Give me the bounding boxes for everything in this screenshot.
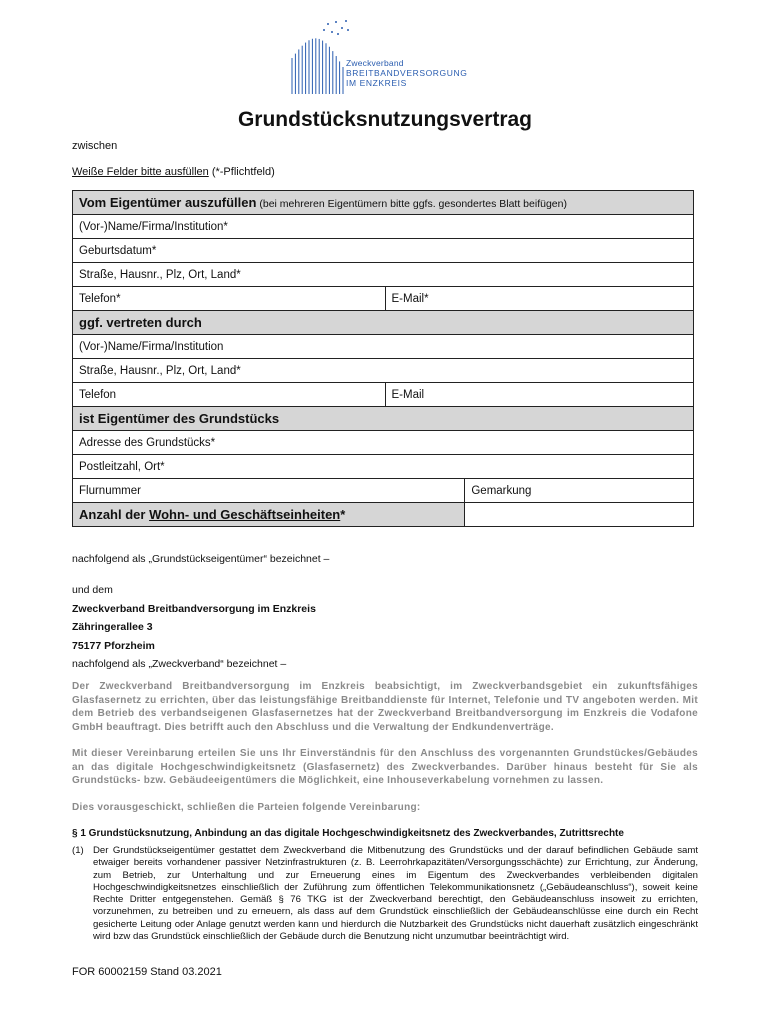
- owner-address-field[interactable]: Straße, Hausnr., Plz, Ort, Land*: [73, 263, 694, 287]
- logo-sparkle-dot: [331, 31, 333, 33]
- owner-birthdate-field[interactable]: Geburtsdatum*: [73, 239, 694, 263]
- fill-instructions-rest: (*-Pflichtfeld): [208, 166, 275, 178]
- preamble-paragraph-1: Der Zweckverband Breitbandversorgung im Enzkreis beabsichtigt, im Zweckverbandsgebiet ein zukunftsfähiges Glasfasernetz zu errichten, über das leistungsfähige Breitbanddienste für Internet, Telefonie und TV angeboten werden. Mit dem Betrieb des verbandseigenen Glasfasernetzes hat der Zweckverband Breitbandversorgung im Enzkreis die Vodafone GmbH beauftragt. Dies betrifft auch den Abschluss und die Verwaltung der Endkundenverträge.: [72, 681, 698, 733]
- owner-name-field[interactable]: (Vor-)Name/Firma/Institution*: [73, 215, 694, 239]
- logo-line-3: IM ENZKREIS: [346, 78, 407, 88]
- logo-line-2: BREITBANDVERSORGUNG: [346, 68, 468, 78]
- representative-section-header: ggf. vertreten durch: [73, 311, 694, 335]
- logo-text: [346, 58, 467, 88]
- units-suffix: *: [340, 507, 346, 522]
- section-1-heading: § 1 Grundstücksnutzung, Anbindung an das digitale Hochgeschwindigkeitsnetz des Zweckverbandes, Zutrittsrechte: [72, 828, 624, 839]
- district-field[interactable]: Gemarkung: [465, 479, 694, 503]
- property-address-field[interactable]: Adresse des Grundstücks*: [73, 431, 694, 455]
- section-1-paragraph-1: [72, 845, 698, 943]
- owner-email-field[interactable]: E-Mail*: [385, 287, 693, 311]
- owner-section-title: Vom Eigentümer auszufüllen: [79, 195, 257, 210]
- logo-sparkle-dot: [327, 23, 329, 25]
- owner-section-note: (bei mehreren Eigentümern bitte ggfs. gesondertes Blatt beifügen): [256, 198, 567, 210]
- rep-email-field[interactable]: E-Mail: [385, 383, 693, 407]
- parcel-number-field[interactable]: Flurnummer: [73, 479, 465, 503]
- logo-sparkle-dot: [335, 21, 337, 23]
- org-city: 75177 Pforzheim: [72, 640, 155, 652]
- units-prefix: Anzahl der: [79, 507, 150, 522]
- rep-phone-field[interactable]: Telefon: [73, 383, 386, 407]
- property-zip-field[interactable]: Postleitzahl, Ort*: [73, 455, 694, 479]
- preamble-paragraph-2: Mit dieser Vereinbarung erteilen Sie uns Ihr Einverständnis für den Anschluss des vorgenannten Grundstückes/Gebäudes an das digitale Hochgeschwindigkeitsnetz (Glasfasernetz) des Zweckverbandes. Darüber hinaus besteht für Sie als Grundstücks- bzw. Gebäudeeigentümers die Möglichkeit, eine Inhouseverkabelung vornehmen zu lassen.: [72, 748, 698, 786]
- document-footer: FOR 60002159 Stand 03.2021: [72, 966, 222, 978]
- property-section-header: ist Eigentümer des Grundstücks: [73, 407, 694, 431]
- org-name: Zweckverband Breitbandversorgung im Enzkreis: [72, 603, 316, 615]
- paragraph-number: (1): [72, 845, 84, 856]
- owner-section-header: [73, 191, 694, 215]
- logo-sparkle-dot: [345, 20, 347, 22]
- fill-instructions: [72, 166, 275, 178]
- between-label: zwischen: [72, 140, 118, 152]
- units-label: [73, 503, 465, 527]
- units-underlined: Wohn- und Geschäftseinheiten: [149, 507, 341, 522]
- preamble-paragraph-3: Dies vorausgeschickt, schließen die Parteien folgende Vereinbarung:: [72, 802, 421, 813]
- logo-sparkle-dot: [347, 29, 349, 31]
- owner-form-table: [72, 190, 694, 527]
- document-title: Grundstücksnutzungsvertrag: [237, 108, 533, 131]
- logo-sparkle-dot: [337, 33, 339, 35]
- paragraph-text: Der Grundstückseigentümer gestattet dem Zweckverband die Mitbenutzung des Grundstücks und der darauf befindlichen Gebäude samt etwaiger bereits vorhandener passiver Netzinfrastrukturen (z. B. Leerrohrkapazitäten/Versorgungsschächte) zur Errichtung, zur Änderung, zum Betrieb, zur Unterhaltung und zur Erneuerung eines im Eigentum des Zweckverbandes verbleibenden digitalen Hochgeschwindigkeitsnetzes einschließlich der Zuführung zum öffentlichen Telekommunikationsnetz („Gebäudeanschluss“), soweit keine Rechte Dritter entgegenstehen. Gemäß § 76 TKG ist der Zweckverband berechtigt, den Gebäudeanschluss insoweit zu errichten, vorzunehmen, zu betreiben und zu erneuern, als dass auf dem Grundstück einschließlich der Gebäudeanschlüsse eine durch ein Recht gesicherte Leitung oder Anlage genutzt werden kann und hierdurch die Nutzbarkeit des Grundstücks nicht dauerhaft zusätzlich eingeschränkt wird bzw das Grundstück einschließlich der Gebäude durch die Benutzung nicht unzumutbar beeinträchtigt wird.: [93, 845, 698, 943]
- owner-designation: nachfolgend als „Grundstückseigentümer“ bezeichnet –: [72, 553, 330, 565]
- logo-sparkle-dot: [323, 29, 325, 31]
- rep-name-field[interactable]: (Vor-)Name/Firma/Institution: [73, 335, 694, 359]
- rep-address-field[interactable]: Straße, Hausnr., Plz, Ort, Land*: [73, 359, 694, 383]
- org-designation: nachfolgend als „Zweckverband“ bezeichnet –: [72, 658, 287, 670]
- logo-line-1: Zweckverband: [346, 58, 404, 68]
- owner-phone-field[interactable]: Telefon*: [73, 287, 386, 311]
- logo-sparkle-dot: [341, 27, 343, 29]
- units-input-field[interactable]: [465, 503, 694, 527]
- fill-instructions-underlined: Weiße Felder bitte ausfüllen: [72, 166, 209, 178]
- org-street: Zähringerallee 3: [72, 621, 153, 633]
- and-label: und dem: [72, 584, 113, 596]
